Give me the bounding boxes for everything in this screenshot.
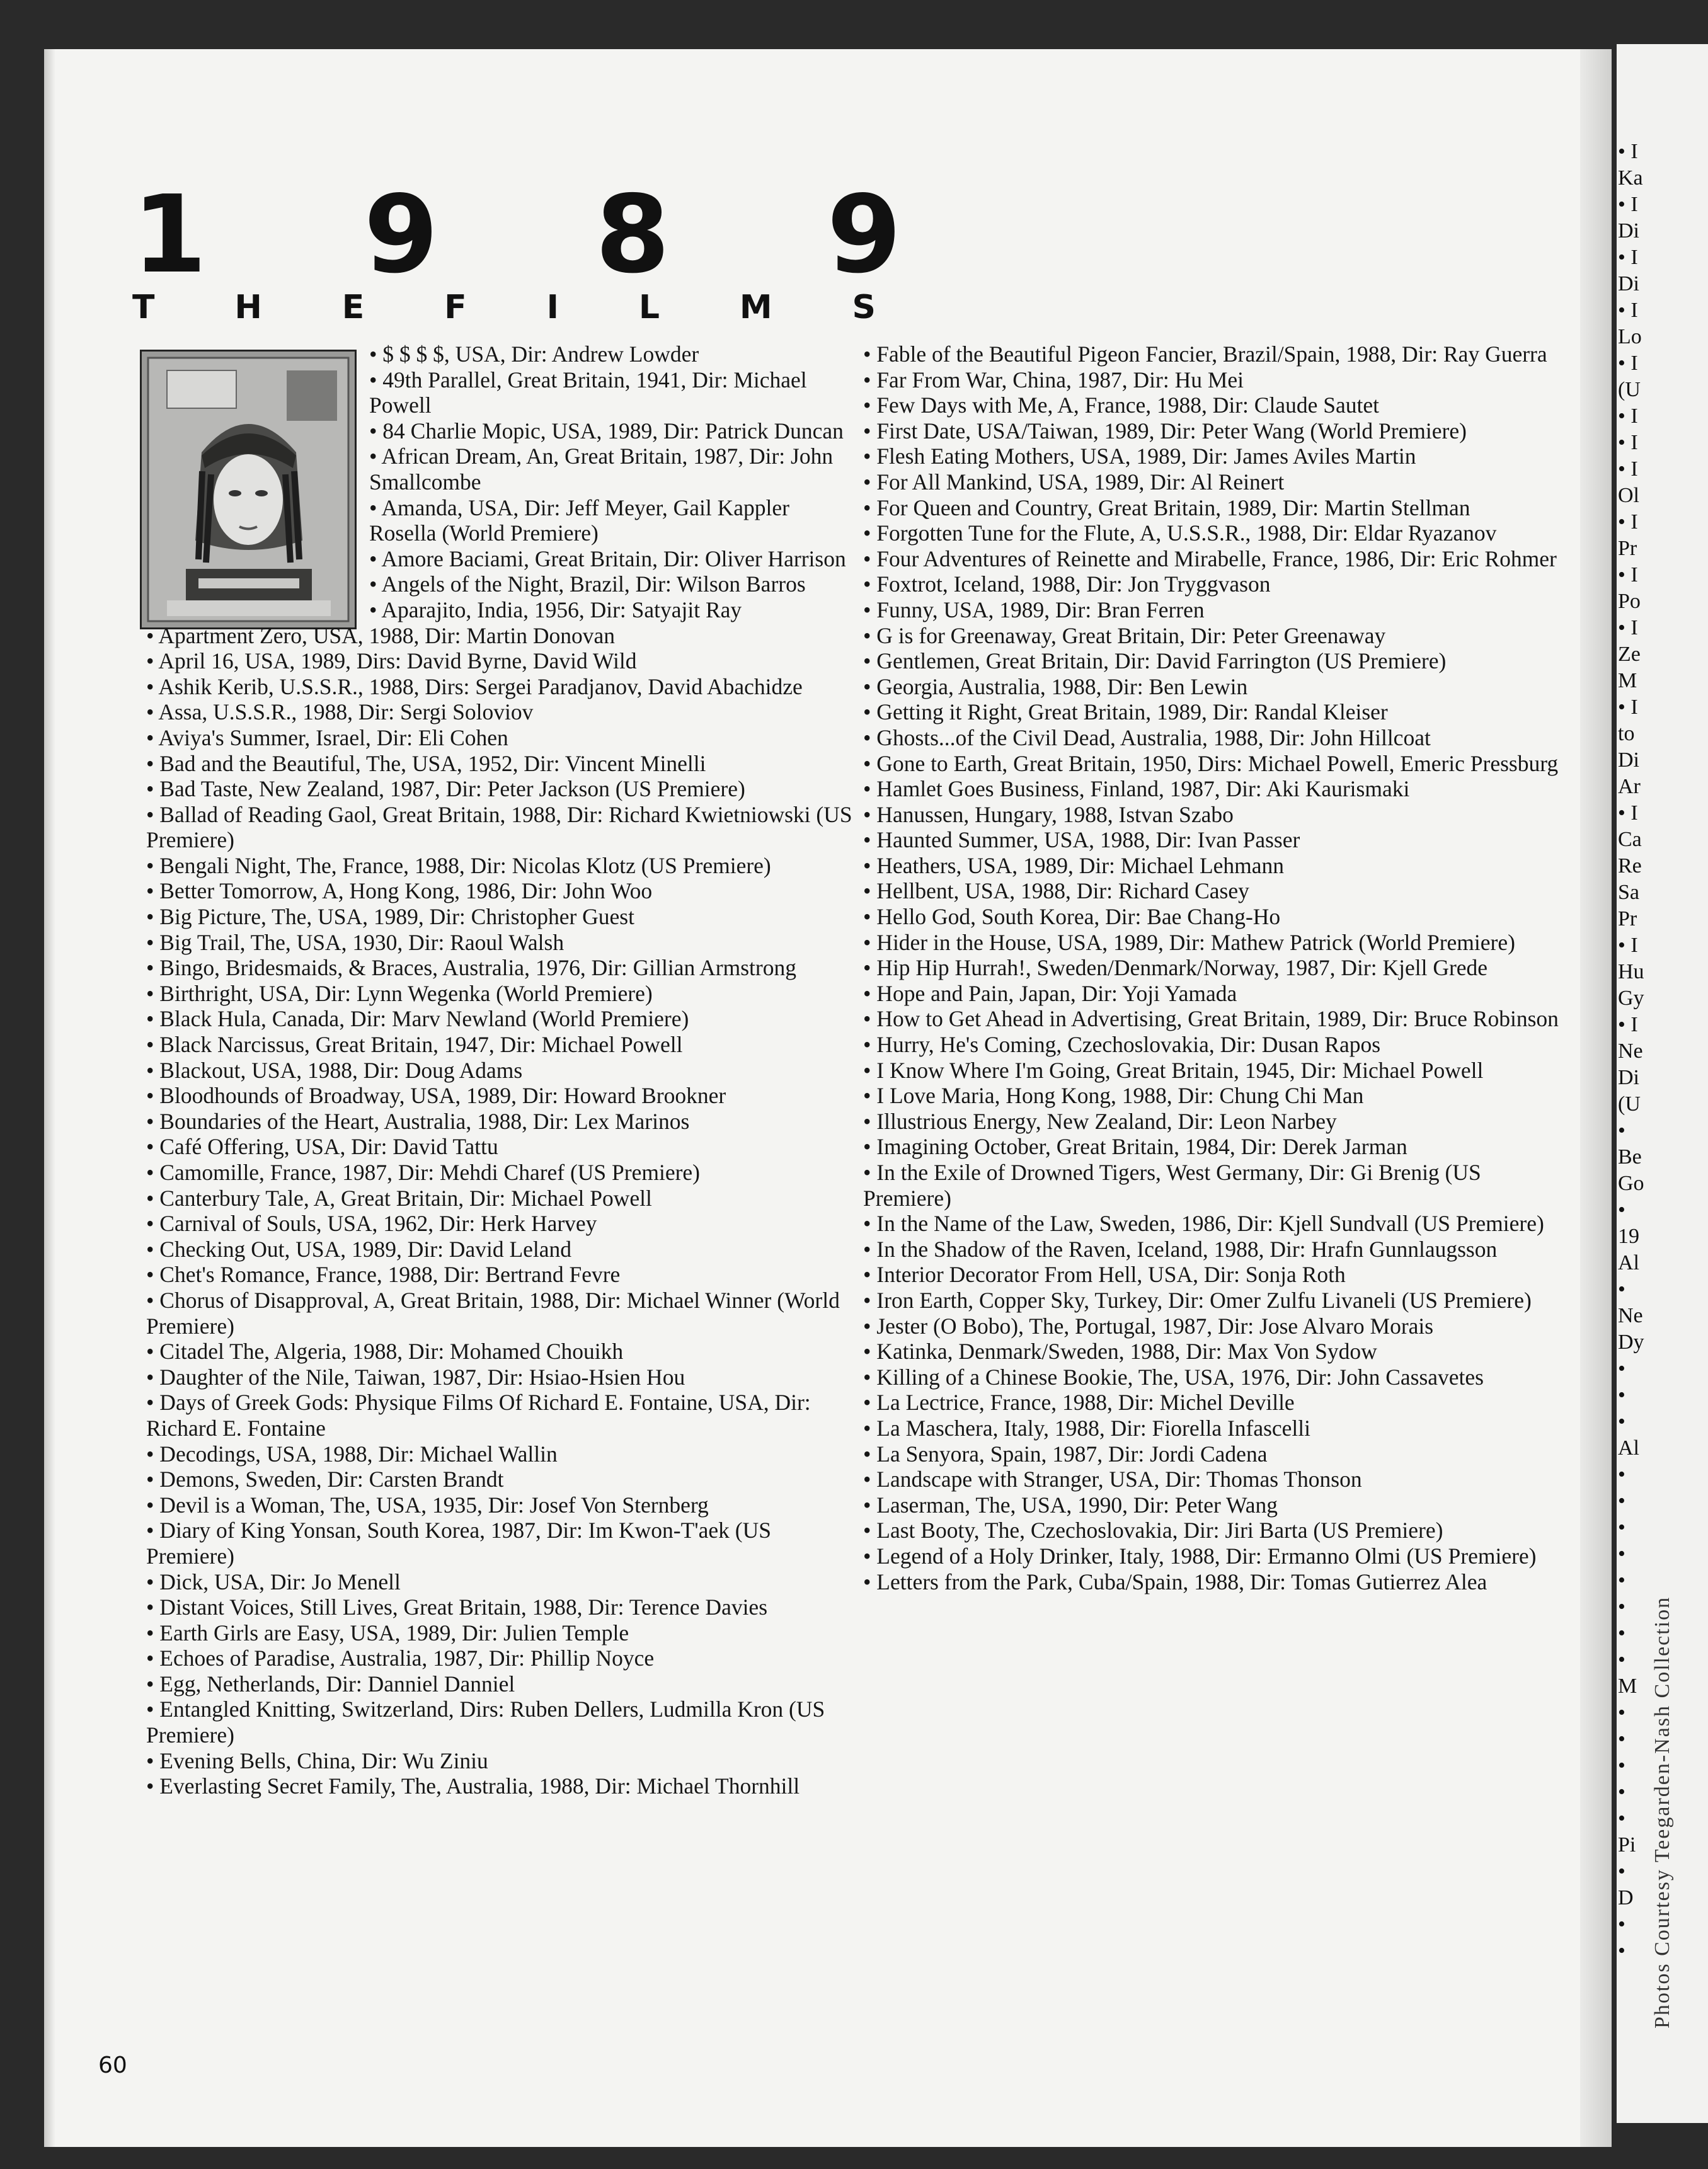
film-entry: • Haunted Summer, USA, 1988, Dir: Ivan Passer <box>863 827 1300 853</box>
adjacent-text-fragment: Al <box>1618 1436 1639 1460</box>
adjacent-text-fragment: D <box>1618 1886 1634 1909</box>
film-entry: • Echoes of Paradise, Australia, 1987, Dir: Phillip Noyce <box>146 1645 655 1671</box>
film-entry: • Iron Earth, Copper Sky, Turkey, Dir: Omer Zulfu Livaneli (US Premiere) <box>863 1287 1532 1313</box>
adjacent-text-fragment: Pi <box>1618 1833 1636 1857</box>
film-entry: • Bad and the Beautiful, The, USA, 1952, Dir: Vincent Minelli <box>146 750 706 776</box>
film-entry: • Illustrious Energy, New Zealand, Dir: Leon Narbey <box>863 1108 1337 1134</box>
film-entry: • First Date, USA/Taiwan, 1989, Dir: Peter Wang (World Premiere) <box>863 418 1467 444</box>
film-entry: • Canterbury Tale, A, Great Britain, Dir: Michael Powell <box>146 1185 652 1211</box>
film-list-left-column <box>146 341 857 1799</box>
film-entry: • Chet's Romance, France, 1988, Dir: Bertrand Fevre <box>146 1262 621 1288</box>
film-entry: • Chorus of Disapproval, A, Great Britain, 1988, Dir: Michael Winner (World Premiere) <box>146 1287 840 1339</box>
adjacent-text-fragment: • <box>1618 1119 1625 1142</box>
film-entry: • Diary of King Yonsan, South Korea, 1987, Dir: Im Kwon-T'aek (US Premiere) <box>146 1518 772 1569</box>
adjacent-text-fragment: • I <box>1618 352 1638 375</box>
film-entry: • Hider in the House, USA, 1989, Dir: Mathew Patrick (World Premiere) <box>863 929 1515 955</box>
film-entry: • Hello God, South Korea, Dir: Bae Chang-Ho <box>863 904 1281 930</box>
film-entry: • Bloodhounds of Broadway, USA, 1989, Dir: Howard Brookner <box>146 1083 726 1109</box>
film-entry: • Entangled Knitting, Switzerland, Dirs: Ruben Dellers, Ludmilla Kron (US Premiere) <box>146 1697 825 1748</box>
film-entry: • G is for Greenaway, Great Britain, Dir: Peter Greenaway <box>863 622 1386 648</box>
adjacent-text-fragment: • I <box>1618 801 1638 825</box>
film-entry: • Assa, U.S.S.R., 1988, Dir: Sergi Soloviov <box>146 699 534 725</box>
adjacent-text-fragment: • I <box>1618 934 1638 957</box>
adjacent-text-fragment: Di <box>1618 219 1639 243</box>
film-entry: • Far From War, China, 1987, Dir: Hu Mei <box>863 367 1244 392</box>
adjacent-text-fragment: Ne <box>1618 1039 1643 1063</box>
adjacent-text-fragment: • <box>1618 1860 1625 1883</box>
adjacent-text-fragment: Dy <box>1618 1331 1644 1354</box>
film-entry: • Boundaries of the Heart, Australia, 1988, Dir: Lex Marinos <box>146 1108 690 1134</box>
film-entry: • Imagining October, Great Britain, 1984, Dir: Derek Jarman <box>863 1134 1407 1160</box>
subtitle-letter: L <box>638 289 660 326</box>
film-entry: • Distant Voices, Still Lives, Great Britain, 1988, Dir: Terence Davies <box>146 1594 768 1620</box>
film-entry: • Amore Baciami, Great Britain, Dir: Oliver Harrison <box>369 546 846 571</box>
film-entry: • Angels of the Night, Brazil, Dir: Wilson Barros <box>369 571 806 597</box>
film-entry: • Days of Greek Gods: Physique Films Of Richard E. Fontaine, USA, Dir: Richard E. Fontaine <box>146 1390 811 1441</box>
photo-wrap-spacer <box>146 341 360 622</box>
adjacent-text-fragment: Go <box>1618 1172 1644 1195</box>
film-entry: • Dick, USA, Dir: Jo Menell <box>146 1569 401 1594</box>
film-entry: • Camomille, France, 1987, Dir: Mehdi Charef (US Premiere) <box>146 1160 701 1185</box>
film-entry: • Killing of a Chinese Bookie, The, USA, 1976, Dir: John Cassavetes <box>863 1364 1484 1390</box>
film-entry: • Hamlet Goes Business, Finland, 1987, Dir: Aki Kaurismaki <box>863 776 1410 802</box>
film-entry: • Decodings, USA, 1988, Dir: Michael Wallin <box>146 1441 558 1467</box>
section-subtitle <box>132 289 876 326</box>
film-entry: • Four Adventures of Reinette and Mirabelle, France, 1986, Dir: Eric Rohmer <box>863 546 1557 571</box>
adjacent-text-fragment: • I <box>1618 431 1638 454</box>
film-entry: • I Know Where I'm Going, Great Britain, 1945, Dir: Michael Powell <box>863 1057 1484 1083</box>
film-entry: • In the Exile of Drowned Tigers, West Germany, Dir: Gi Brenig (US Premiere) <box>863 1160 1481 1211</box>
adjacent-text-fragment: Lo <box>1618 325 1642 348</box>
adjacent-text-fragment: • <box>1618 1939 1625 1962</box>
film-entry: • $ $ $ $, USA, Dir: Andrew Lowder <box>369 341 699 367</box>
film-entry: • Big Picture, The, USA, 1989, Dir: Christopher Guest <box>146 904 634 930</box>
adjacent-text-fragment: • <box>1618 1622 1625 1645</box>
film-entry: • Flesh Eating Mothers, USA, 1989, Dir: James Aviles Martin <box>863 444 1416 469</box>
adjacent-text-fragment: • <box>1618 1727 1625 1751</box>
film-entry: • In the Name of the Law, Sweden, 1986, Dir: Kjell Sundvall (US Premiere) <box>863 1211 1544 1237</box>
adjacent-text-fragment: Pr <box>1618 907 1637 930</box>
film-entry: • Getting it Right, Great Britain, 1989, Dir: Randal Kleiser <box>863 699 1388 725</box>
adjacent-text-fragment: Hu <box>1618 960 1644 983</box>
film-entry: • Ghosts...of the Civil Dead, Australia, 1988, Dir: John Hillcoat <box>863 724 1431 750</box>
film-entry: • Apartment Zero, USA, 1988, Dir: Martin Donovan <box>146 622 616 648</box>
film-entry: • Heathers, USA, 1989, Dir: Michael Lehmann <box>863 852 1285 878</box>
page-curl-shadow <box>1580 49 1612 2147</box>
adjacent-text-fragment: • <box>1618 1489 1625 1513</box>
page-number: 60 <box>98 2052 127 2078</box>
adjacent-text-fragment: M <box>1618 669 1637 692</box>
film-entry: • Legend of a Holy Drinker, Italy, 1988, Dir: Ermanno Olmi (US Premiere) <box>863 1543 1537 1569</box>
film-entry: • Bingo, Bridesmaids, & Braces, Australia, 1976, Dir: Gillian Armstrong <box>146 955 796 981</box>
adjacent-text-fragment: • <box>1618 1913 1625 1936</box>
adjacent-text-fragment: • <box>1618 1410 1625 1433</box>
adjacent-text-fragment: Ze <box>1618 643 1641 666</box>
adjacent-text-fragment: Al <box>1618 1251 1639 1274</box>
adjacent-text-fragment: • I <box>1618 246 1638 269</box>
subtitle-letter: F <box>444 289 467 326</box>
page-title-year: 1 9 8 9 <box>132 173 961 297</box>
film-entry: • Daughter of the Nile, Taiwan, 1987, Dir: Hsiao-Hsien Hou <box>146 1364 685 1390</box>
adjacent-text-fragment: • I <box>1618 510 1638 534</box>
adjacent-text-fragment: Gy <box>1618 987 1644 1010</box>
adjacent-text-fragment: • I <box>1618 193 1638 216</box>
adjacent-text-fragment: • <box>1618 1383 1625 1407</box>
film-entry: • 84 Charlie Mopic, USA, 1989, Dir: Patrick Duncan <box>369 418 844 444</box>
film-entry: • Hellbent, USA, 1988, Dir: Richard Casey <box>863 878 1249 904</box>
film-entry: • Laserman, The, USA, 1990, Dir: Peter Wang <box>863 1492 1278 1518</box>
film-entry: • La Maschera, Italy, 1988, Dir: Fiorella Infascelli <box>863 1415 1311 1441</box>
film-entry: • Black Narcissus, Great Britain, 1947, Dir: Michael Powell <box>146 1032 683 1058</box>
film-entry: • Egg, Netherlands, Dir: Danniel Danniel <box>146 1671 515 1697</box>
adjacent-text-fragment: Ar <box>1618 775 1641 798</box>
adjacent-text-fragment: Ne <box>1618 1304 1643 1327</box>
adjacent-text-fragment: (U <box>1618 1092 1641 1116</box>
adjacent-text-fragment: Di <box>1618 272 1639 295</box>
film-entry: • Hip Hip Hurrah!, Sweden/Denmark/Norway, 1987, Dir: Kjell Grede <box>863 955 1488 981</box>
film-entry: • Big Trail, The, USA, 1930, Dir: Raoul Walsh <box>146 929 565 955</box>
film-entry: • Hurry, He's Coming, Czechoslovakia, Dir: Dusan Rapos <box>863 1032 1381 1058</box>
film-entry: • Forgotten Tune for the Flute, A, U.S.S.R., 1988, Dir: Eldar Ryazanov <box>863 520 1497 546</box>
film-entry: • Gentlemen, Great Britain, Dir: David Farrington (US Premiere) <box>863 648 1447 674</box>
adjacent-text-fragment: • <box>1618 1542 1625 1565</box>
adjacent-text-fragment: • I <box>1618 1013 1638 1036</box>
adjacent-text-fragment: • <box>1618 1569 1625 1592</box>
film-entry: • La Lectrice, France, 1988, Dir: Michel Deville <box>863 1390 1295 1416</box>
adjacent-text-fragment: M <box>1618 1674 1637 1698</box>
adjacent-text-fragment: Re <box>1618 854 1642 878</box>
subtitle-letter: T <box>132 289 155 326</box>
film-entry: • How to Get Ahead in Advertising, Great Britain, 1989, Dir: Bruce Robinson <box>863 1006 1559 1032</box>
film-entry: • Ballad of Reading Gaol, Great Britain, 1988, Dir: Richard Kwietniowski (US Premiere) <box>146 801 852 853</box>
adjacent-text-fragment: • <box>1618 1807 1625 1830</box>
film-entry: • Birthright, USA, Dir: Lynn Wegenka (World Premiere) <box>146 980 653 1006</box>
adjacent-text-fragment: • I <box>1618 299 1638 322</box>
film-entry: • Blackout, USA, 1988, Dir: Doug Adams <box>146 1057 523 1083</box>
adjacent-text-fragment: • <box>1618 1278 1625 1301</box>
film-entry: • Café Offering, USA, Dir: David Tattu <box>146 1134 498 1160</box>
adjacent-text-fragment: • I <box>1618 563 1638 587</box>
film-entry: • In the Shadow of the Raven, Iceland, 1988, Dir: Hrafn Gunnlaugsson <box>863 1236 1498 1262</box>
film-entry: • Foxtrot, Iceland, 1988, Dir: Jon Tryggvason <box>863 571 1271 597</box>
subtitle-letter: E <box>341 289 365 326</box>
film-entry: • Devil is a Woman, The, USA, 1935, Dir: Josef Von Sternberg <box>146 1492 709 1518</box>
film-entry: • Evening Bells, China, Dir: Wu Ziniu <box>146 1748 488 1773</box>
film-entry: • Black Hula, Canada, Dir: Marv Newland (World Premiere) <box>146 1006 689 1032</box>
film-entry: • Hope and Pain, Japan, Dir: Yoji Yamada <box>863 980 1237 1006</box>
adjacent-text-fragment: 19 <box>1618 1225 1639 1248</box>
subtitle-letter: M <box>739 289 772 326</box>
adjacent-text-fragment: • <box>1618 1198 1625 1222</box>
adjacent-text-fragment: Po <box>1618 590 1641 613</box>
film-entry: • Jester (O Bobo), The, Portugal, 1987, Dir: Jose Alvaro Morais <box>863 1313 1434 1339</box>
film-entry: • Aparajito, India, 1956, Dir: Satyajit Ray <box>369 597 742 622</box>
adjacent-text-fragment: Pr <box>1618 537 1637 560</box>
photo-credit: Photos Courtesy Teegarden-Nash Collection <box>1651 1596 1674 2029</box>
adjacent-text-fragment: (U <box>1618 378 1641 401</box>
film-entry: • Everlasting Secret Family, The, Australia, 1988, Dir: Michael Thornhill <box>146 1773 800 1799</box>
film-entry: • Demons, Sweden, Dir: Carsten Brandt <box>146 1467 504 1492</box>
film-entry: • For All Mankind, USA, 1989, Dir: Al Reinert <box>863 469 1285 495</box>
adjacent-text-fragment: • <box>1618 1701 1625 1724</box>
film-entry: • Interior Decorator From Hell, USA, Dir: Sonja Roth <box>863 1262 1346 1288</box>
film-entry: • African Dream, An, Great Britain, 1987, Dir: John Smallcombe <box>369 444 834 495</box>
adjacent-text-fragment: • <box>1618 1754 1625 1777</box>
film-entry: • Fable of the Beautiful Pigeon Fancier, Brazil/Spain, 1988, Dir: Ray Guerra <box>863 341 1547 367</box>
film-entry: • Citadel The, Algeria, 1988, Dir: Mohamed Chouikh <box>146 1339 624 1365</box>
film-entry: • Amanda, USA, Dir: Jeff Meyer, Gail Kappler Rosella (World Premiere) <box>369 495 789 546</box>
film-entry: • Funny, USA, 1989, Dir: Bran Ferren <box>863 597 1205 622</box>
adjacent-text-fragment: • <box>1618 1648 1625 1671</box>
film-entry: • Landscape with Stranger, USA, Dir: Thomas Thonson <box>863 1467 1362 1492</box>
adjacent-text-fragment: • <box>1618 1780 1625 1804</box>
adjacent-text-fragment: • <box>1618 1357 1625 1380</box>
adjacent-text-fragment: • I <box>1618 404 1638 428</box>
film-list-right-column <box>863 341 1569 1594</box>
film-entry: • Letters from the Park, Cuba/Spain, 1988, Dir: Tomas Gutierrez Alea <box>863 1569 1487 1594</box>
subtitle-letter: S <box>852 289 876 326</box>
subtitle-letter: H <box>234 289 262 326</box>
adjacent-text-fragment: to <box>1618 722 1635 745</box>
film-entry: • Earth Girls are Easy, USA, 1989, Dir: Julien Temple <box>146 1620 629 1645</box>
adjacent-text-fragment: Ca <box>1618 828 1642 851</box>
film-entry: • Georgia, Australia, 1988, Dir: Ben Lewin <box>863 673 1248 699</box>
book-spine-shadow <box>44 49 55 2147</box>
film-entry: • Gone to Earth, Great Britain, 1950, Dirs: Michael Powell, Emeric Pressburg <box>863 750 1559 776</box>
film-entry: • Bengali Night, The, France, 1988, Dir: Nicolas Klotz (US Premiere) <box>146 852 771 878</box>
adjacent-text-fragment: • <box>1618 1595 1625 1618</box>
film-entry: • Few Days with Me, A, France, 1988, Dir: Claude Sautet <box>863 392 1379 418</box>
film-entry: • Bad Taste, New Zealand, 1987, Dir: Peter Jackson (US Premiere) <box>146 776 745 802</box>
adjacent-text-fragment: • <box>1618 1516 1625 1539</box>
subtitle-letter: I <box>546 289 559 326</box>
adjacent-text-fragment: • I <box>1618 616 1638 639</box>
film-entry: • La Senyora, Spain, 1987, Dir: Jordi Cadena <box>863 1441 1268 1467</box>
film-entry: • Ashik Kerib, U.S.S.R., 1988, Dirs: Sergei Paradjanov, David Abachidze <box>146 673 803 699</box>
adjacent-text-fragment: Ka <box>1618 166 1643 190</box>
film-entry: • Katinka, Denmark/Sweden, 1988, Dir: Max Von Sydow <box>863 1339 1377 1365</box>
film-entry: • Carnival of Souls, USA, 1962, Dir: Herk Harvey <box>146 1211 597 1237</box>
film-entry: • I Love Maria, Hong Kong, 1988, Dir: Chung Chi Man <box>863 1083 1364 1109</box>
adjacent-text-fragment: • I <box>1618 140 1638 163</box>
adjacent-text-fragment: Di <box>1618 748 1639 772</box>
adjacent-text-fragment: Di <box>1618 1066 1639 1089</box>
film-entry: • For Queen and Country, Great Britain, 1989, Dir: Martin Stellman <box>863 495 1470 520</box>
adjacent-text-fragment: Sa <box>1618 881 1639 904</box>
film-entry: • Checking Out, USA, 1989, Dir: David Leland <box>146 1236 572 1262</box>
film-entry: • Aviya's Summer, Israel, Dir: Eli Cohen <box>146 724 508 750</box>
film-entry: • April 16, USA, 1989, Dirs: David Byrne, David Wild <box>146 648 637 674</box>
adjacent-text-fragment: • I <box>1618 695 1638 719</box>
adjacent-text-fragment: • I <box>1618 457 1638 481</box>
film-entry: • Better Tomorrow, A, Hong Kong, 1986, Dir: John Woo <box>146 878 653 904</box>
film-entry: • Hanussen, Hungary, 1988, Istvan Szabo <box>863 801 1234 827</box>
adjacent-text-fragment: Ol <box>1618 484 1639 507</box>
film-entry: • 49th Parallel, Great Britain, 1941, Dir: Michael Powell <box>369 367 807 418</box>
adjacent-text-fragment: • <box>1618 1463 1625 1486</box>
adjacent-text-fragment: Be <box>1618 1145 1642 1169</box>
film-entry: • Last Booty, The, Czechoslovakia, Dir: Jiri Barta (US Premiere) <box>863 1518 1443 1543</box>
